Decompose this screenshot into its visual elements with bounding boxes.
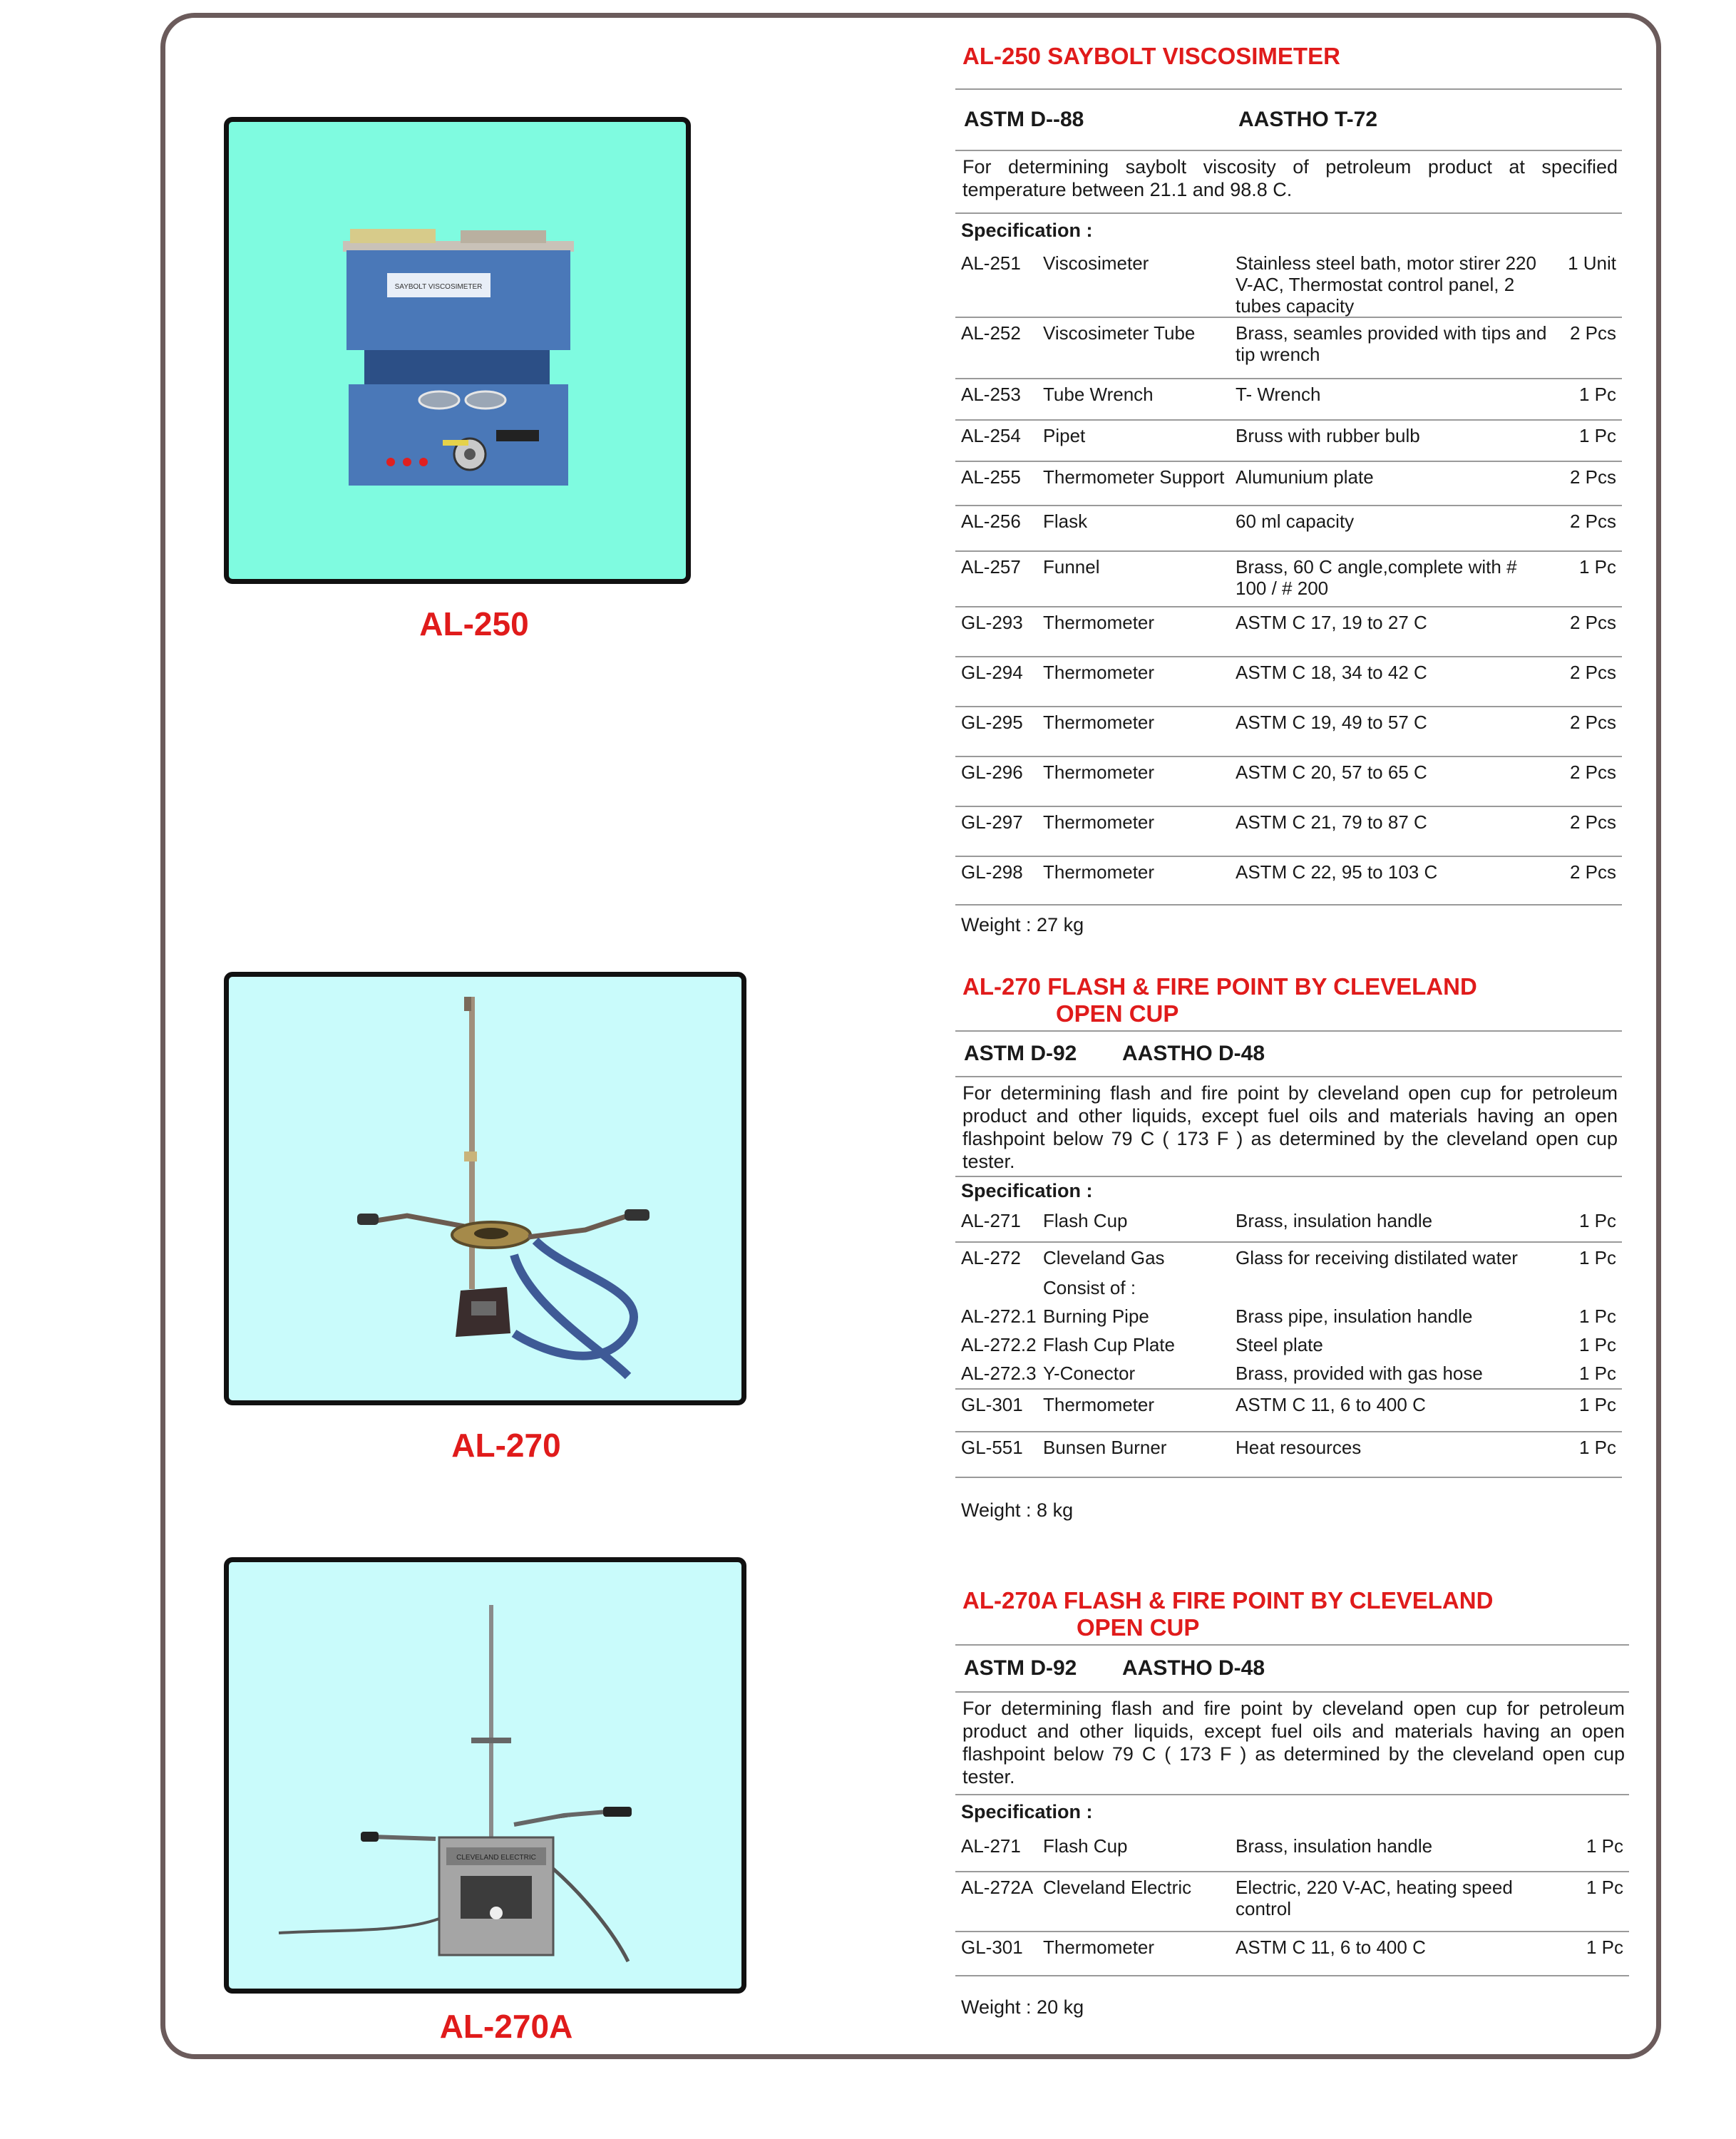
section-al270 <box>955 973 1622 1522</box>
spec-row <box>955 657 1622 706</box>
spec-code: AL-251 <box>961 252 1021 274</box>
spec-name: Viscosimeter <box>1043 252 1149 274</box>
spec-name: Thermometer <box>1043 1394 1155 1415</box>
spec-code: GL-298 <box>961 861 1023 883</box>
standards-row <box>955 1646 1629 1691</box>
spec-qty: 1 Pc <box>1578 556 1616 578</box>
astm-standard: ASTM D-92 <box>964 1042 1077 1065</box>
spec-name: Y-Conector <box>1043 1363 1136 1384</box>
spec-code: AL-271 <box>961 1835 1021 1857</box>
photo-label-saybolt: SAYBOLT VISCOSIMETER <box>394 283 483 291</box>
spec-qty: 1 Pc <box>1578 1394 1616 1415</box>
spec-table <box>955 1831 1629 1976</box>
section-al270a <box>955 1587 1629 2019</box>
spec-qty: 2 Pcs <box>1569 322 1616 344</box>
spec-detail: Brass, insulation handle <box>1236 1210 1433 1231</box>
spec-code: AL-271 <box>961 1210 1021 1231</box>
flash-point-tester-image <box>229 977 741 1400</box>
title-line-2: OPEN CUP <box>1077 1614 1200 1641</box>
spec-row <box>955 1831 1629 1871</box>
spec-detail: Glass for receiving distilated water <box>1236 1247 1518 1268</box>
caption-al250: AL-250 <box>419 605 529 642</box>
aastho-standard: AASTHO D-48 <box>1122 1656 1265 1680</box>
spec-detail: T- Wrench <box>1236 384 1321 405</box>
spec-detail: Brass, seamles provided with tips and tip wrench <box>1236 322 1547 365</box>
section-title-al250 <box>955 43 1622 88</box>
spec-code: AL-272.1 <box>961 1306 1037 1327</box>
spec-qty: 1 Pc <box>1578 1210 1616 1231</box>
section-al250 <box>955 43 1622 936</box>
description: For determining flash and fire point by cleveland open cup for petroleum product and other liquids, except fuel oils and materials having an open flashpoint below 79 C ( 173 F ) as determined by the cleveland open cup tester. <box>962 1082 1618 1172</box>
product-photo-al250 <box>224 117 691 584</box>
spec-name: Thermometer <box>1043 712 1155 733</box>
weight: Weight : 8 kg <box>961 1499 1074 1521</box>
spec-qty: 1 Pc <box>1586 1835 1623 1857</box>
standards-row <box>955 1032 1622 1076</box>
spec-row <box>955 1872 1629 1931</box>
spec-code: AL-257 <box>961 556 1021 578</box>
spec-name: Thermometer <box>1043 662 1155 683</box>
spec-code: AL-272.3 <box>961 1363 1037 1384</box>
spec-name: Consist of : <box>1043 1277 1136 1298</box>
spec-detail: Alumunium plate <box>1236 466 1374 488</box>
spec-row <box>955 1206 1622 1241</box>
spec-qty: 1 Pc <box>1578 1247 1616 1268</box>
aastho-standard: AASTHO D-48 <box>1122 1042 1265 1065</box>
weight: Weight : 20 kg <box>961 1996 1084 2018</box>
spec-qty: 1 Pc <box>1578 1306 1616 1327</box>
spec-detail: ASTM C 22, 95 to 103 C <box>1236 861 1438 883</box>
spec-qty: 1 Pc <box>1578 1334 1616 1355</box>
spec-detail: Brass, insulation handle <box>1236 1835 1433 1857</box>
spec-name: Thermometer <box>1043 612 1155 633</box>
product-photo-al270 <box>224 972 746 1405</box>
spec-row <box>955 1358 1622 1388</box>
cleveland-electric-image <box>229 1562 741 1989</box>
spec-heading: Specification : <box>961 1801 1093 1822</box>
spec-name: Flask <box>1043 511 1088 532</box>
spec-name: Burning Pipe <box>1043 1306 1149 1327</box>
astm-standard: ASTM D--88 <box>964 108 1084 131</box>
spec-qty: 2 Pcs <box>1569 861 1616 883</box>
spec-table <box>955 1206 1622 1478</box>
spec-row <box>955 552 1622 606</box>
spec-name: Funnel <box>1043 556 1100 578</box>
spec-name: Cleveland Electric <box>1043 1877 1192 1898</box>
viscosimeter-image <box>229 122 686 579</box>
spec-row <box>955 462 1622 505</box>
standards-row <box>955 90 1622 150</box>
spec-qty: 1 Pc <box>1586 1937 1623 1958</box>
spec-code: GL-551 <box>961 1437 1023 1458</box>
spec-row <box>955 318 1622 378</box>
spec-row <box>955 1390 1622 1431</box>
title-line: AL-270 FLASH & FIRE POINT BY CLEVELAND <box>962 973 1477 1000</box>
spec-row <box>955 607 1622 656</box>
spec-code: AL-272 <box>961 1247 1021 1268</box>
spec-name: Thermometer <box>1043 1937 1155 1958</box>
spec-name: Thermometer Support <box>1043 466 1225 488</box>
spec-row <box>955 1301 1622 1330</box>
weight: Weight : 27 kg <box>961 914 1084 935</box>
spec-detail: Brass pipe, insulation handle <box>1236 1306 1473 1327</box>
spec-qty: 1 Pc <box>1586 1877 1623 1898</box>
spec-qty: 2 Pcs <box>1569 662 1616 683</box>
title-line: AL-270A FLASH & FIRE POINT BY CLEVELAND <box>962 1587 1494 1614</box>
spec-qty: 1 Pc <box>1578 1363 1616 1384</box>
spec-code: AL-272A <box>961 1877 1034 1898</box>
spec-detail: Brass, provided with gas hose <box>1236 1363 1483 1384</box>
spec-code: AL-256 <box>961 511 1021 532</box>
spec-code: GL-296 <box>961 761 1023 783</box>
photo-label-cleveland: CLEVELAND ELECTRIC <box>456 1854 536 1862</box>
spec-detail: ASTM C 21, 79 to 87 C <box>1236 811 1427 833</box>
spec-qty: 2 Pcs <box>1569 761 1616 783</box>
spec-name: Flash Cup Plate <box>1043 1334 1175 1355</box>
spec-qty: 1 Pc <box>1578 1437 1616 1458</box>
spec-code <box>955 1277 1043 1301</box>
aastho-standard: AASTHO T-72 <box>1238 108 1378 131</box>
spec-code: AL-253 <box>961 384 1021 405</box>
spec-name: Flash Cup <box>1043 1835 1128 1857</box>
spec-qty: 2 Pcs <box>1569 466 1616 488</box>
spec-name: Thermometer <box>1043 811 1155 833</box>
spec-detail: ASTM C 11, 6 to 400 C <box>1236 1394 1426 1415</box>
section-title-al270 <box>955 973 1622 1030</box>
spec-name: Tube Wrench <box>1043 384 1154 405</box>
spec-detail: ASTM C 19, 49 to 57 C <box>1236 712 1427 733</box>
spec-row <box>955 421 1622 461</box>
spec-qty: 1 Pc <box>1578 425 1616 446</box>
spec-code: GL-293 <box>961 612 1023 633</box>
spec-code: GL-301 <box>961 1937 1023 1958</box>
description: For determining saybolt viscosity of petroleum product at specified temperature between 21.1 and 98.8 C. <box>962 156 1618 200</box>
description: For determining flash and fire point by cleveland open cup for petroleum product and other liquids, except fuel oils and materials having an open flashpoint below 79 C ( 173 F ) as determined by the cleveland open cup tester. <box>962 1698 1625 1787</box>
spec-code: AL-255 <box>961 466 1021 488</box>
spec-qty: 2 Pcs <box>1569 811 1616 833</box>
spec-row <box>955 757 1622 806</box>
spec-name: Pipet <box>1043 425 1086 446</box>
spec-row <box>955 379 1622 419</box>
spec-table <box>955 248 1622 906</box>
caption-al270a: AL-270A <box>439 2008 573 2045</box>
spec-qty: 1 Unit <box>1568 252 1616 274</box>
spec-qty: 2 Pcs <box>1569 612 1616 633</box>
spec-detail: ASTM C 18, 34 to 42 C <box>1236 662 1427 683</box>
spec-row <box>955 857 1622 904</box>
title-line-2: OPEN CUP <box>1056 1000 1179 1027</box>
spec-code: AL-254 <box>961 425 1021 446</box>
spec-code: AL-252 <box>961 322 1021 344</box>
spec-detail: ASTM C 17, 19 to 27 C <box>1236 612 1427 633</box>
spec-row <box>955 506 1622 550</box>
spec-row <box>955 1932 1629 1975</box>
spec-detail: ASTM C 20, 57 to 65 C <box>1236 761 1427 783</box>
spec-detail: Electric, 220 V-AC, heating speed control <box>1236 1877 1513 1919</box>
spec-code: AL-272.2 <box>961 1334 1037 1355</box>
spec-detail: 60 ml capacity <box>1236 511 1355 532</box>
spec-row <box>955 248 1622 317</box>
spec-qty <box>1549 1277 1622 1301</box>
spec-row <box>955 707 1622 756</box>
spec-code: GL-301 <box>961 1394 1023 1415</box>
spec-detail: Brass, 60 C angle,complete with # 100 / # 200 <box>1236 556 1517 599</box>
spec-code: GL-294 <box>961 662 1023 683</box>
spec-name: Thermometer <box>1043 761 1155 783</box>
spec-name: Thermometer <box>1043 861 1155 883</box>
spec-row <box>955 1330 1622 1358</box>
title-line: AL-250 SAYBOLT VISCOSIMETER <box>962 43 1340 69</box>
spec-qty: 2 Pcs <box>1569 511 1616 532</box>
spec-detail: ASTM C 11, 6 to 400 C <box>1236 1937 1426 1958</box>
spec-row <box>955 1243 1622 1273</box>
product-photo-al270a <box>224 1557 746 1994</box>
spec-row <box>955 1432 1622 1477</box>
astm-standard: ASTM D-92 <box>964 1656 1077 1680</box>
spec-detail: Stainless steel bath, motor stirer 220 V-AC, Thermostat control panel, 2 tubes capacity <box>1236 252 1536 317</box>
spec-row <box>955 1273 1622 1301</box>
spec-code: GL-297 <box>961 811 1023 833</box>
spec-heading: Specification : <box>961 1180 1093 1201</box>
caption-al270: AL-270 <box>451 1427 561 1464</box>
section-title-al270a <box>955 1587 1629 1644</box>
spec-code: GL-295 <box>961 712 1023 733</box>
spec-detail: Steel plate <box>1236 1334 1323 1355</box>
spec-heading: Specification : <box>961 220 1093 241</box>
spec-detail: Bruss with rubber bulb <box>1236 425 1420 446</box>
spec-qty: 2 Pcs <box>1569 712 1616 733</box>
spec-row <box>955 807 1622 856</box>
spec-name: Viscosimeter Tube <box>1043 322 1196 344</box>
spec-name: Bunsen Burner <box>1043 1437 1167 1458</box>
spec-name: Flash Cup <box>1043 1210 1128 1231</box>
spec-qty: 1 Pc <box>1578 384 1616 405</box>
spec-detail: Heat resources <box>1236 1437 1362 1458</box>
spec-name: Cleveland Gas <box>1043 1247 1165 1268</box>
spec-detail <box>1236 1277 1549 1301</box>
